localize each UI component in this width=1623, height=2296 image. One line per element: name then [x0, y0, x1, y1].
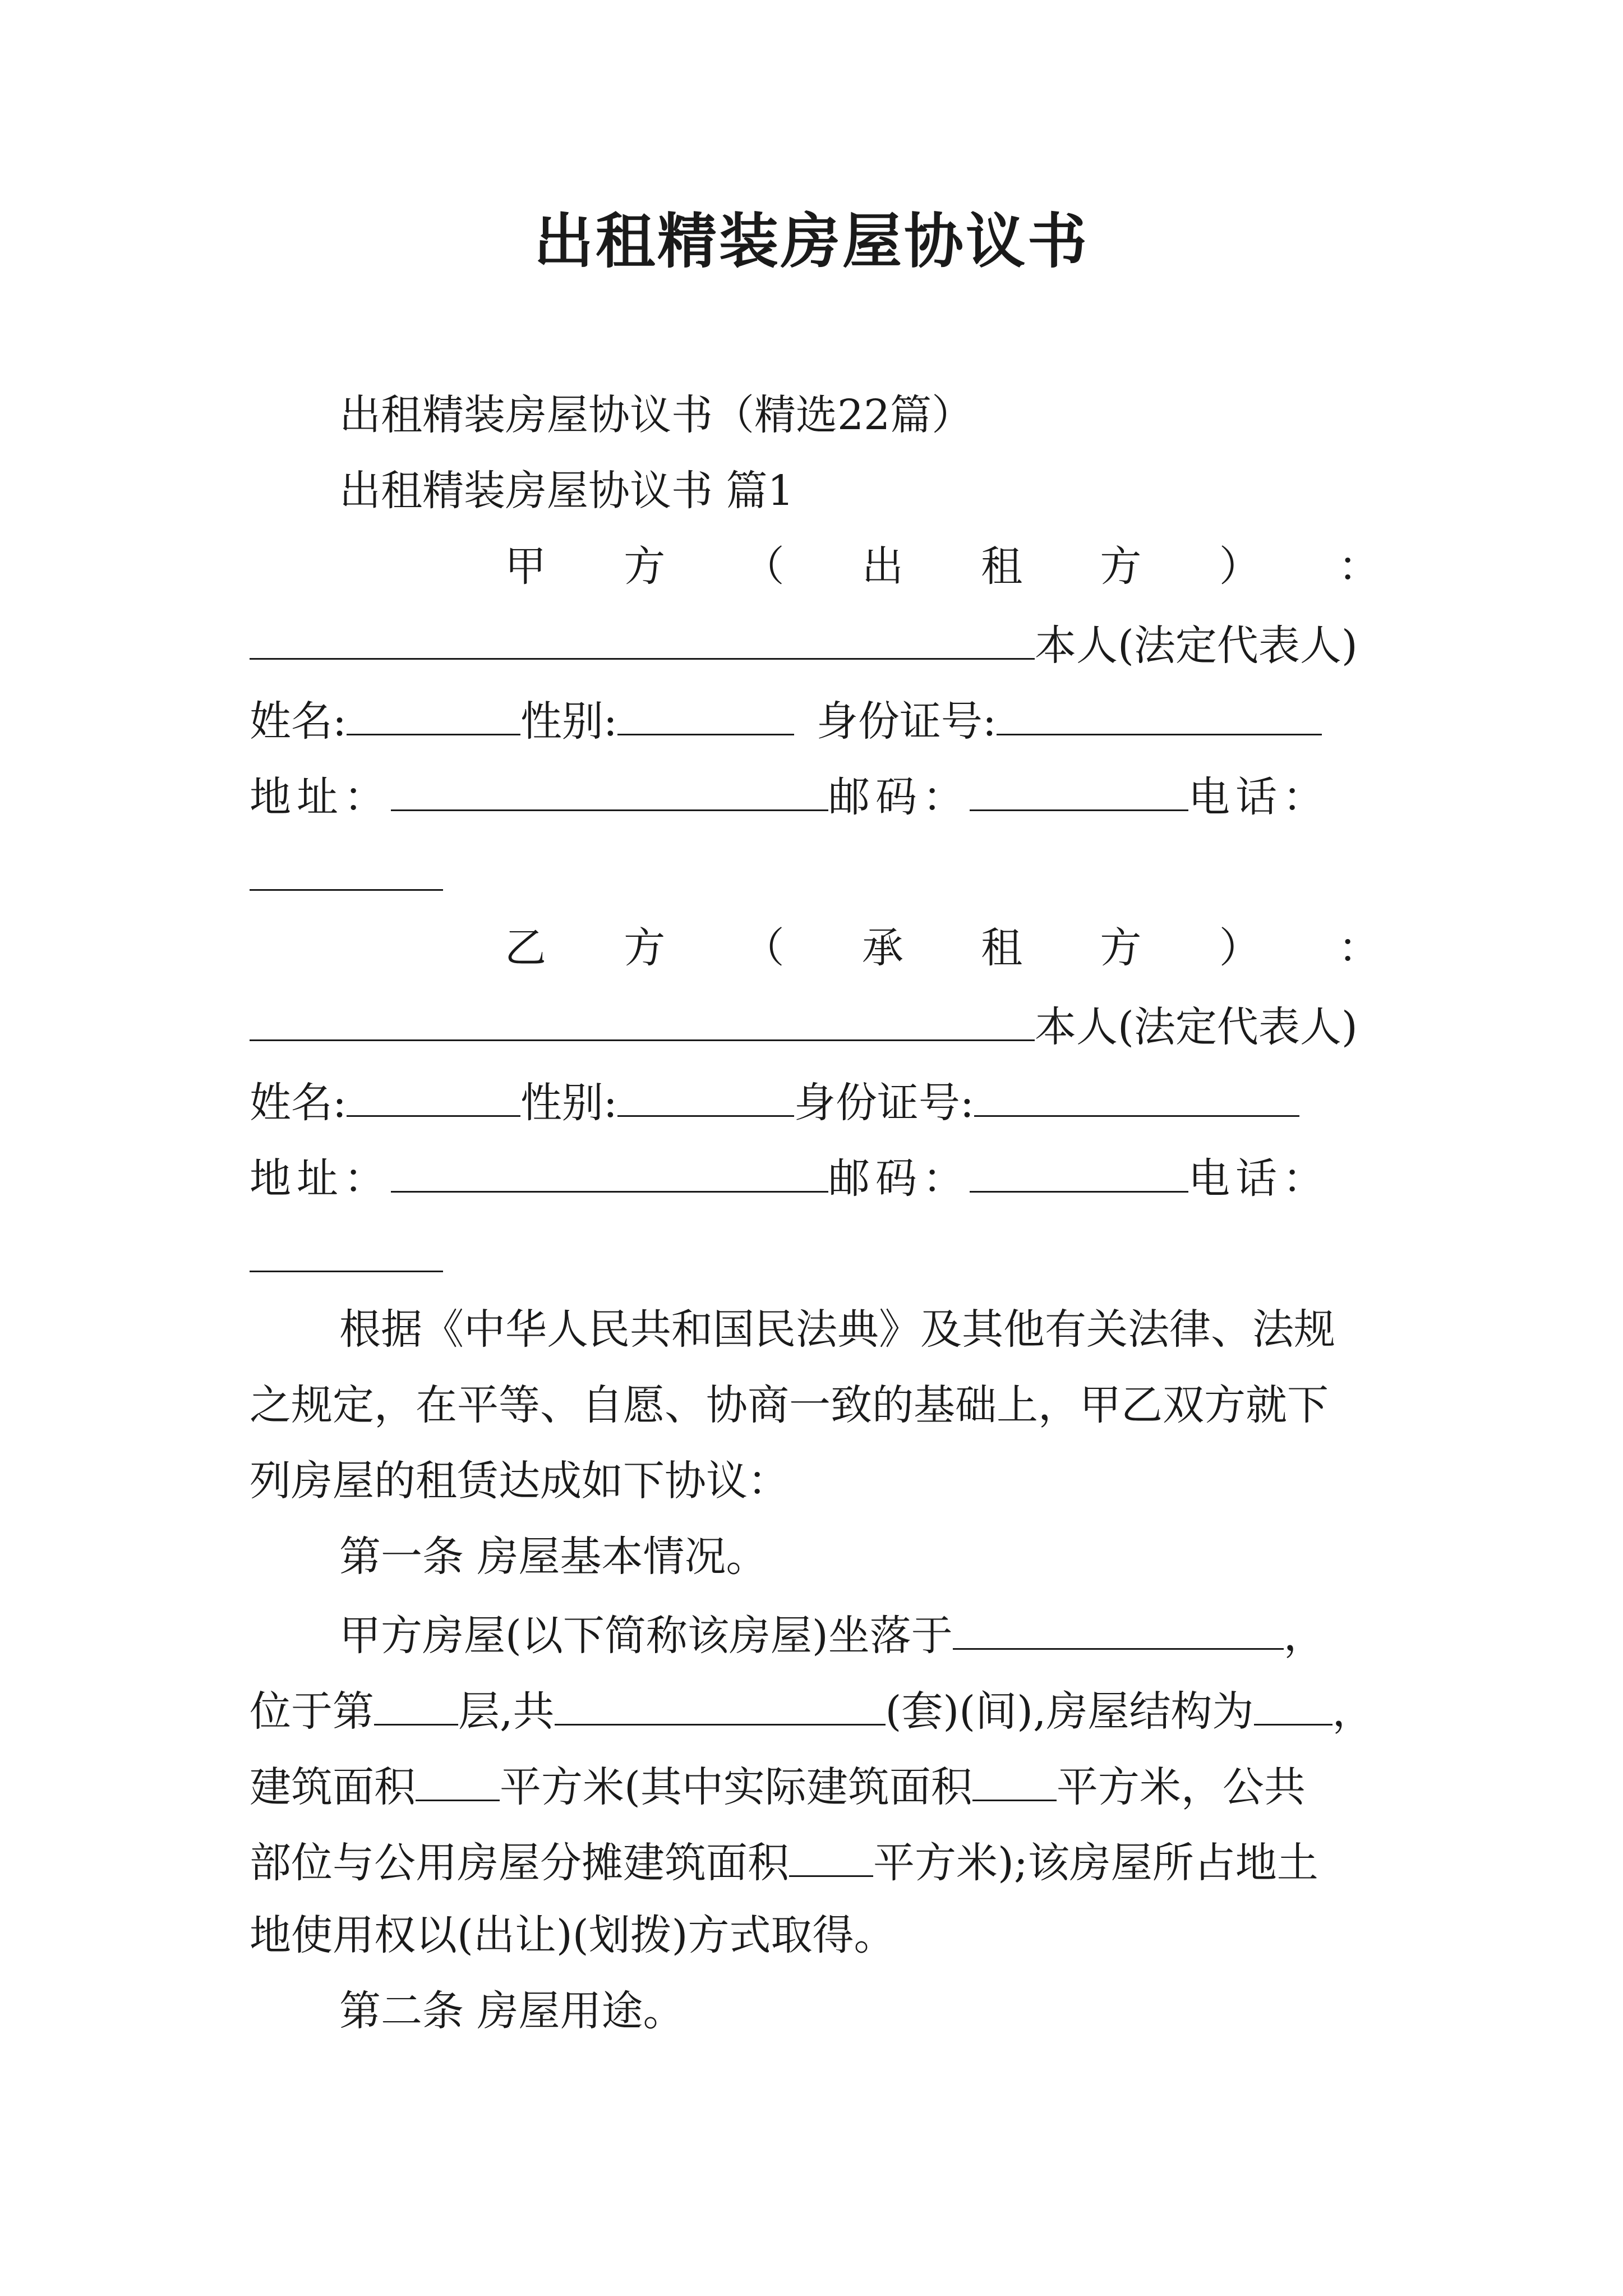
text: 层,共 [458, 1687, 555, 1736]
text: 位于第 [250, 1687, 374, 1736]
party-a-phone-blank[interactable] [250, 889, 443, 891]
part-heading: 出租精装房屋协议书 篇1 [339, 467, 794, 515]
id-blank[interactable] [974, 1071, 1299, 1117]
rep-label: 本人(法定代表人) [1035, 622, 1358, 670]
postcode-blank[interactable] [970, 1147, 1188, 1193]
id-label: 身份证号: [794, 1079, 974, 1127]
article-1-heading: 第一条 房屋基本情况。 [339, 1533, 768, 1581]
gender-label: 性别: [520, 1079, 617, 1127]
party-a-heading [505, 539, 1380, 595]
article-1-line-3 [250, 1756, 1306, 1815]
document-title: 出租精装房屋协议书 [534, 206, 1089, 276]
intro-line-2: 之规定，在平等、自愿、协商一致的基础上，甲乙双方就下 [250, 1381, 1329, 1429]
heading-char: 方 [1100, 542, 1142, 591]
text: (套)(间),房屋结构为 [885, 1687, 1254, 1736]
heading-char: ） [1219, 542, 1261, 591]
heading-char: 方 [624, 924, 666, 972]
structure-blank[interactable] [1254, 1680, 1332, 1726]
heading-char: ： [1338, 924, 1380, 972]
rep-blank[interactable] [250, 614, 1035, 660]
id-blank[interactable] [997, 690, 1322, 735]
text: 平方米，公共 [1056, 1763, 1306, 1811]
name-blank[interactable] [347, 1071, 520, 1117]
text: 甲方房屋(以下简称该房屋)坐落于 [339, 1612, 953, 1660]
party-b-contact-line [250, 1147, 1330, 1207]
heading-char: （ [743, 924, 785, 972]
rep-label: 本人(法定代表人) [1035, 1003, 1358, 1051]
heading-char: ： [1338, 542, 1380, 591]
floor-blank[interactable] [374, 1680, 458, 1726]
article-2-heading: 第二条 房屋用途。 [339, 1987, 685, 2035]
party-a-contact-line [250, 766, 1330, 825]
name-label: 姓名: [250, 697, 347, 746]
rep-blank[interactable] [250, 996, 1035, 1041]
party-a-rep-line [250, 614, 1358, 674]
shared-area-blank[interactable] [789, 1832, 873, 1877]
party-b-phone-blank[interactable] [250, 1271, 443, 1272]
area-blank[interactable] [416, 1756, 500, 1801]
text: ， [1283, 1612, 1325, 1660]
id-label: 身份证号: [816, 697, 997, 746]
heading-char: 甲 [505, 542, 546, 591]
phone-label: 电话： [1188, 773, 1330, 821]
address-label: 地址： [250, 773, 391, 821]
text: 平方米(其中实际建筑面积 [500, 1763, 972, 1811]
party-b-heading [505, 920, 1380, 976]
gender-label: 性别: [520, 697, 617, 746]
heading-char: 租 [981, 542, 1023, 591]
heading-char: 方 [624, 542, 666, 591]
party-a-identity-line [250, 690, 1322, 749]
text: 平方米);该房屋所占地土 [873, 1839, 1318, 1887]
heading-char: 租 [981, 924, 1023, 972]
address-blank[interactable] [391, 1147, 828, 1193]
text: 部位与公用房屋分摊建筑面积 [250, 1839, 789, 1887]
article-1-line-1 [339, 1604, 1325, 1664]
name-blank[interactable] [347, 690, 520, 735]
party-b-identity-line [250, 1071, 1299, 1131]
units-blank[interactable] [555, 1680, 886, 1726]
heading-char: 出 [861, 542, 903, 591]
address-label: 地址： [250, 1154, 391, 1203]
intro-line-1: 根据《中华人民共和国民法典》及其他有关法律、法规 [339, 1305, 1335, 1354]
gender-blank[interactable] [617, 1071, 794, 1117]
gender-blank[interactable] [617, 690, 794, 735]
heading-char: 方 [1100, 924, 1142, 972]
article-1-line-5: 地使用权以(出让)(划拨)方式取得。 [250, 1911, 896, 1959]
actual-area-blank[interactable] [972, 1756, 1057, 1801]
text: 建筑面积 [250, 1763, 416, 1811]
text: ， [1332, 1687, 1374, 1736]
article-1-line-2 [250, 1680, 1374, 1740]
address-blank[interactable] [391, 766, 828, 811]
location-blank[interactable] [953, 1604, 1284, 1650]
postcode-label: 邮码： [828, 773, 970, 821]
heading-char: 乙 [505, 924, 546, 972]
phone-label: 电话： [1188, 1154, 1330, 1203]
intro-line-3: 列房屋的租赁达成如下协议： [250, 1457, 789, 1505]
postcode-blank[interactable] [970, 766, 1188, 811]
postcode-label: 邮码： [828, 1154, 970, 1203]
heading-char: （ [743, 542, 785, 591]
article-1-line-4 [250, 1832, 1318, 1891]
name-label: 姓名: [250, 1079, 347, 1127]
heading-char: ） [1219, 924, 1261, 972]
heading-char: 承 [861, 924, 903, 972]
party-b-rep-line [250, 996, 1358, 1055]
subtitle: 出租精装房屋协议书（精选22篇） [339, 391, 974, 439]
